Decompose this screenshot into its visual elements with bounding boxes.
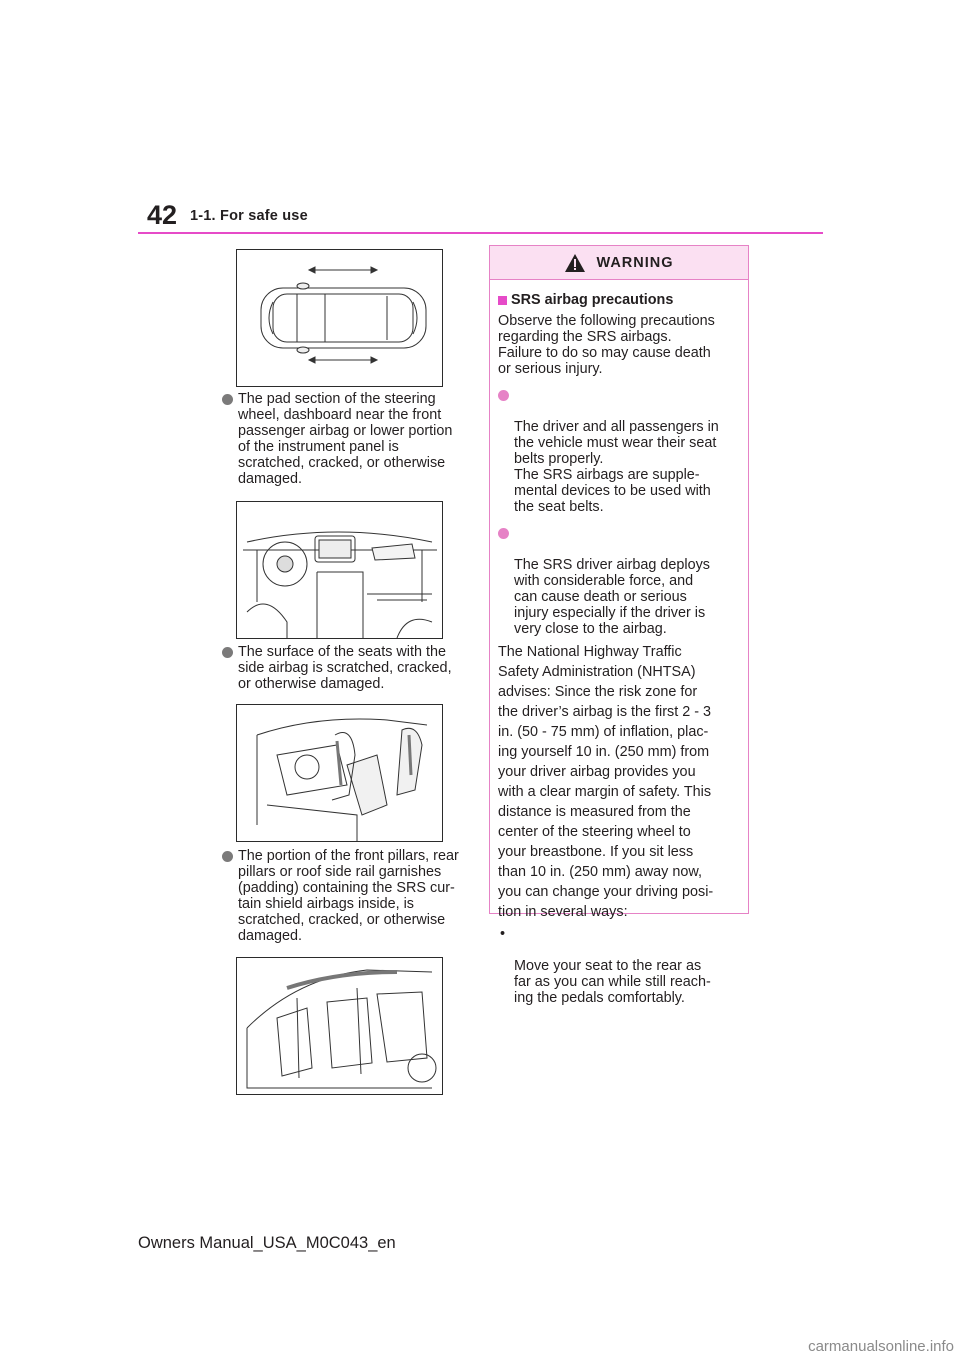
figure-vehicle-top-view	[236, 249, 443, 387]
figure-curtain-airbag	[236, 957, 443, 1095]
bullet-dot-icon	[222, 394, 233, 405]
warning-subheading: SRS airbag precautions	[498, 292, 740, 308]
warning-box	[489, 245, 749, 1006]
bullet-dot-icon	[498, 390, 509, 401]
warning-intro: Observe the following precautions regarding the SRS airbags. Failure to do so may cause death or serious injury.	[498, 313, 715, 377]
item-marker: •	[500, 926, 506, 942]
list-item: The SRS driver airbag deploys with considerable force, and can cause death or serious injury especially if the driver is very close to the airbag.	[498, 525, 740, 637]
square-bullet-icon	[498, 296, 507, 305]
nhtsa-advice: The National Highway Traffic Safety Administration (NHTSA) advises: Since the risk zone for the driver’s airbag is the first 2 - 3 in. (50 - 75 mm) of inflation, plac- ing yourself 10 in. (250 mm) from your driver airbag provides you with a clear margin of safety. This distance is measured from the center of the steering wheel to your breastbone. If you sit less than 10 in. (250 mm) away now, you can change your driving posi- tion in several ways:	[498, 644, 714, 920]
list-item: The surface of the seats with the side airbag is scratched, cracked, or otherwise damaged.	[222, 644, 488, 692]
bullet-dot-icon	[222, 851, 233, 862]
section-title: 1-1. For safe use	[190, 208, 308, 224]
header-divider	[138, 232, 823, 234]
watermark: carmanualsonline.info	[808, 1338, 954, 1355]
list-item: The portion of the front pillars, rear pillars or roof side rail garnishes (padding) containing the SRS cur- tain shield airbags inside, is scratched, cracked, or otherwise damaged.	[222, 848, 488, 944]
bullet-dot-icon	[498, 528, 509, 539]
list-item: The pad section of the steering wheel, dashboard near the front passenger airbag or lower portion of the instrument panel is scratched, cracked, or otherwise damaged.	[222, 391, 488, 487]
warning-title: WARNING	[596, 254, 674, 271]
warning-header	[490, 246, 748, 280]
list-item: • Move your seat to the rear as far as you can while still reach- ing the pedals comfortably.	[500, 926, 711, 1006]
footer-manual-id: Owners Manual_USA_M0C043_en	[138, 1234, 396, 1252]
list-item: The driver and all passengers in the vehicle must wear their seat belts properly. The SRS airbags are supple- mental devices to be used with the seat belts.	[498, 387, 740, 515]
bullet-dot-icon	[222, 647, 233, 658]
page-number: 42	[147, 200, 178, 230]
warning-triangle-icon	[564, 253, 586, 273]
figure-dashboard	[236, 501, 443, 639]
figure-seats	[236, 704, 443, 842]
